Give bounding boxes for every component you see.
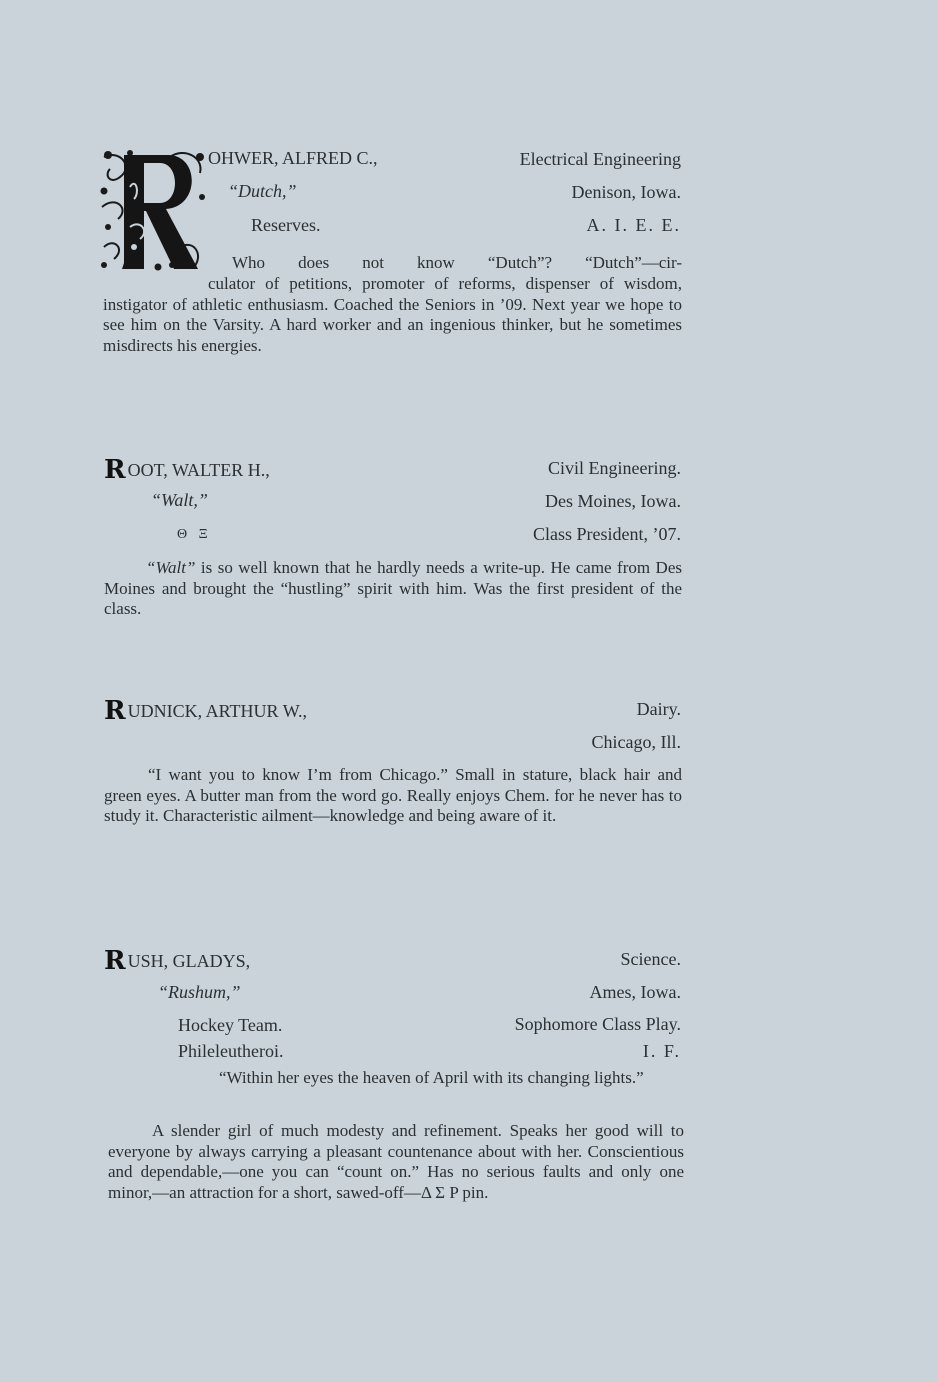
quote-rush: “Within her eyes the heaven of April with its changing lights.” (219, 1068, 644, 1087)
fraternity-root: Θ Ξ (177, 527, 212, 542)
bio-rush: A slender girl of much modesty and refinement. Speaks her good will to everyone by always carrying a pleasant countenance about with her. Conscientious and dependable,—one you can “count on.” Has no serious faults and only one minor,—an attraction for a short, sawed-off—Δ Σ P pin. (108, 1121, 684, 1202)
course-rush: Science. (620, 949, 681, 969)
course-rohwer: Electrical Engineering (519, 149, 681, 169)
nickname-root: “Walt,” (151, 490, 208, 510)
activity-rohwer: Reserves. (251, 215, 321, 235)
student-name-rush: R USH, GLADYS, (104, 946, 251, 976)
nickname-rohwer: “Dutch,” (228, 181, 297, 201)
initial-r-rudnick: R (104, 696, 126, 726)
bio-rudnick: “I want you to know I’m from Chicago.” Small in stature, black hair and green eyes. A butter man from the word go. Really enjoys Chem. for he never has to study it. Characteristic ailment—knowledge and being aware of it. (104, 765, 682, 826)
hometown-root: Des Moines, Iowa. (545, 491, 681, 511)
hometown-rush: Ames, Iowa. (589, 982, 681, 1002)
bio-first-line-rohwer: Who does not know “Dutch”? “Dutch”—cir- (232, 253, 682, 272)
nickname-rush: “Rushum,” (158, 982, 241, 1002)
bio-root: “Walt” is so well known that he hardly needs a write-up. He came from Des Moines and brought the “hustling” spirit with him. Was the first president of the class. (104, 558, 682, 619)
student-name-rudnick: R UDNICK, ARTHUR W., (104, 696, 308, 726)
student-name-rohwer: OHWER, ALFRED C., (208, 148, 378, 168)
course-root: Civil Engineering. (548, 458, 681, 478)
activity-if-rush: I. F. (642, 1041, 681, 1061)
initial-r-rush: R (104, 946, 126, 976)
course-rudnick: Dairy. (636, 699, 681, 719)
activity-society-rush: Phileleutheroi. (178, 1041, 284, 1061)
initial-r-root: R (104, 455, 126, 485)
decorative-initial-r (100, 147, 206, 273)
society-rohwer: A. I. E. E. (586, 215, 681, 235)
hometown-rohwer: Denison, Iowa. (571, 182, 681, 202)
student-name-root: R OOT, WALTER H., (104, 455, 270, 485)
hometown-rudnick: Chicago, Ill. (591, 732, 681, 752)
bio-rohwer: culator of petitions, promoter of reforms, dispenser of wisdom, instigator of athletic enthusiasm. Coached the Seniors in ’09. Next year we hope to see him on the Varsity. A hard worker and an ingenious thinker, but he sometimes misdirects his energies. (103, 274, 682, 355)
activity-hockey-rush: Hockey Team. (178, 1015, 283, 1035)
honor-root: Class President, ’07. (533, 524, 681, 544)
activity-play-rush: Sophomore Class Play. (514, 1014, 681, 1034)
